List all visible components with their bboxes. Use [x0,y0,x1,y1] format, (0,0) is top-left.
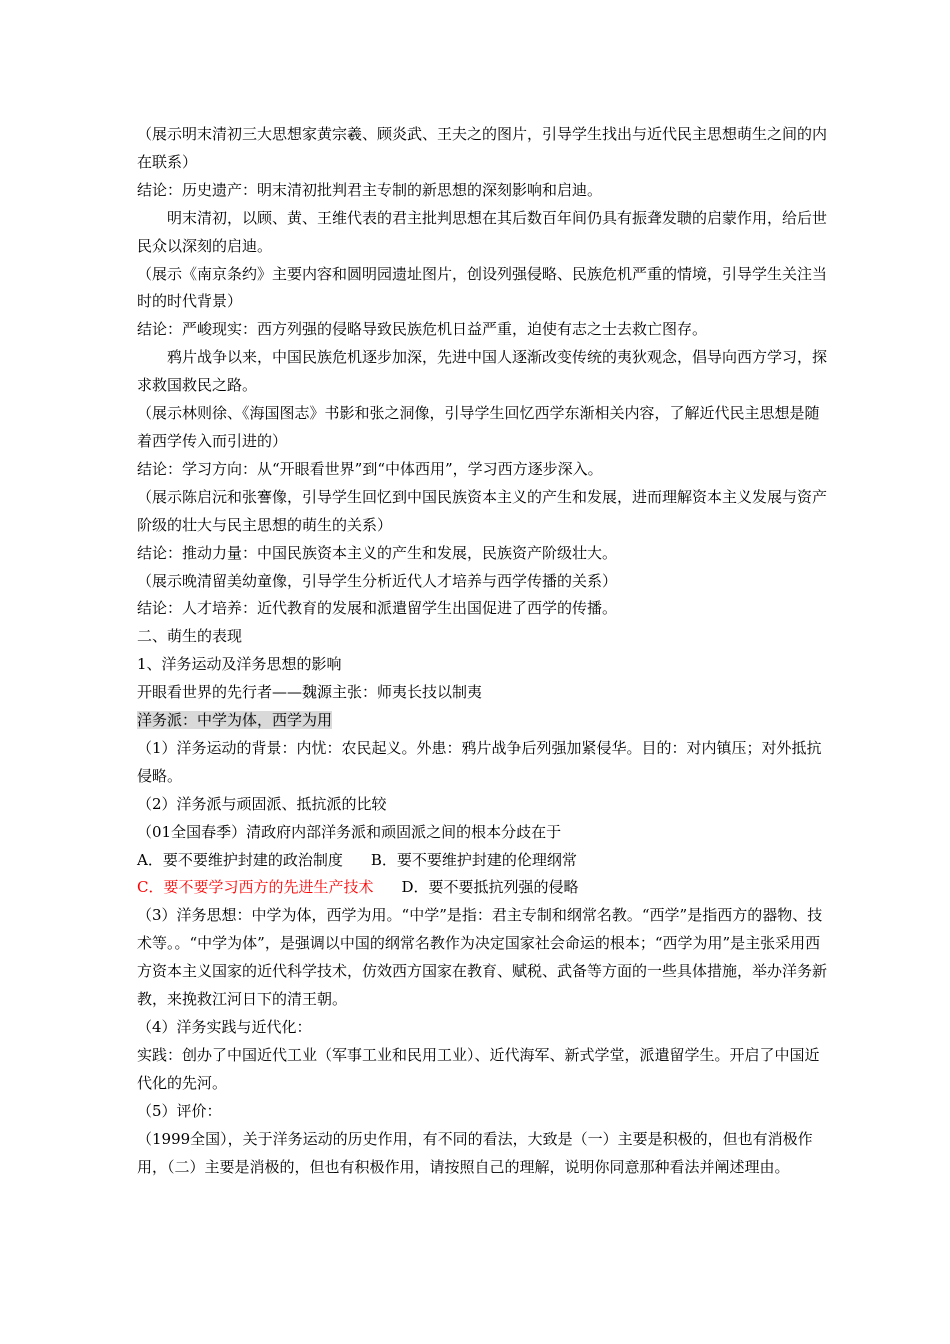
paragraph-body-enlightenment: 明末清初，以顾、黄、王维代表的君主批判思想在其后数百年间仍具有振聋发聩的启蒙作用，给后世民众以深刻的启迪。 [137,208,828,255]
paragraph-image-note-thinkers: （展示明末清初三大思想家黄宗羲、顾炎武、王夫之的图片，引导学生找出与近代民主思想萌生之间的内在联系） [137,125,828,171]
option-d: D．要不要抵抗列强的侵略 [401,878,579,897]
question-stem: （01全国春季）清政府内部洋务派和顽固派之间的根本分歧在于 [137,822,562,841]
paragraph-conclusion-force: 结论：推动力量：中国民族资本主义的产生和发展，民族资产阶级壮大。 [137,543,618,562]
paragraph-yangwu-highlighted [137,707,827,735]
paragraph-practice-heading: （4）洋务实践与近代化： [137,1018,312,1036]
option-b: B．要不要维护封建的伦理纲常 [370,850,577,869]
paragraph-conclusion-direction: 结论：学习方向：从“开眼看世界”到“中体西用”，学习西方逐步深入。 [137,459,603,478]
paragraph-image-note-treaty: （展示《南京条约》主要内容和圆明园遗址图片，创设列强侵略、民族危机严重的情境，引导学生关注当时的时代背景） [137,264,828,311]
paragraph-background: （1）洋务运动的背景：内忧：农民起义。外患：鸦片战争后列强加紧侵华。目的：对内镇压；对外抵抗侵略。 [137,738,822,785]
paragraph-conclusion-legacy: 结论：历史遗产：明末清初批判君主专制的新思想的深刻影响和启迪。 [137,180,603,199]
highlighted-text: 洋务派：中学为体，西学为用 [137,711,333,730]
paragraph-comparison: （2）洋务派与顽固派、抵抗派的比较 [137,794,387,813]
document-page [137,121,827,1181]
section-heading: 二、萌生的表现 [137,627,243,646]
paragraph-yangwu-thought: （3）洋务思想：中学为体，西学为用。“中学”是指：君主专制和纲常名教。“西学”是指西方的器物、技术等。。“中学为体”，是强调以中国的纲常名教作为决定国家社会命运的根本；“西学为用”是主张采用西方资本主义国家的近代科学技术，仿效西方国家在教育、赋税、武备等方面的一些具体措施，举办洋务新教，来挽救江河日下的清王朝。 [137,906,828,1009]
option-a: A．要不要维护封建的政治制度 [137,850,343,869]
paragraph-image-note-linzexu: （展示林则徐、《海国图志》书影和张之洞像，引导学生回忆西学东渐相关内容，了解近代民主思想是随着西学传入而引进的） [137,404,820,450]
option-c-answer: C．要不要学习西方的先进生产技术 [137,878,374,897]
paragraph-practice: 实践：创办了中国近代工业（军事工业和民用工业）、近代海军、新式学堂，派遣留学生。开启了中国近代化的先河。 [137,1045,820,1092]
paragraph-evaluation-heading: （5）评价： [137,1101,222,1120]
subsection-heading: 1、洋务运动及洋务思想的影响 [137,655,342,674]
paragraph-conclusion-reality: 结论：严峻现实：西方列强的侵略导致民族危机日益严重，迫使有志之士去救亡图存。 [137,320,708,339]
options-row-cd [137,874,827,902]
options-row-ab [137,847,827,875]
paragraph-evaluation-question: （1999全国），关于洋务运动的历史作用，有不同的看法，大致是（一）主要是积极的，但也有消极作用，（二）主要是消极的，但也有积极作用，请按照自己的理解，说明你同意那种看法并阐述理由。 [137,1129,813,1176]
paragraph-weiyuan: 开眼看世界的先行者——魏源主张：师夷长技以制夷 [137,683,483,702]
paragraph-image-note-students: （展示晚清留美幼童像，引导学生分析近代人才培养与西学传播的关系） [137,571,618,590]
paragraph-conclusion-talent: 结论：人才培养：近代教育的发展和派遣留学生出国促进了西学的传播。 [137,599,618,618]
paragraph-body-opium-war: 鸦片战争以来，中国民族危机逐步加深，先进中国人逐渐改变传统的夷狄观念，倡导向西方学习，探求救国救民之路。 [137,348,828,395]
paragraph-image-note-capitalists: （展示陈启沅和张謇像，引导学生回忆到中国民族资本主义的产生和发展，进而理解资本主义发展与资产阶级的壮大与民主思想的萌生的关系） [137,487,828,534]
